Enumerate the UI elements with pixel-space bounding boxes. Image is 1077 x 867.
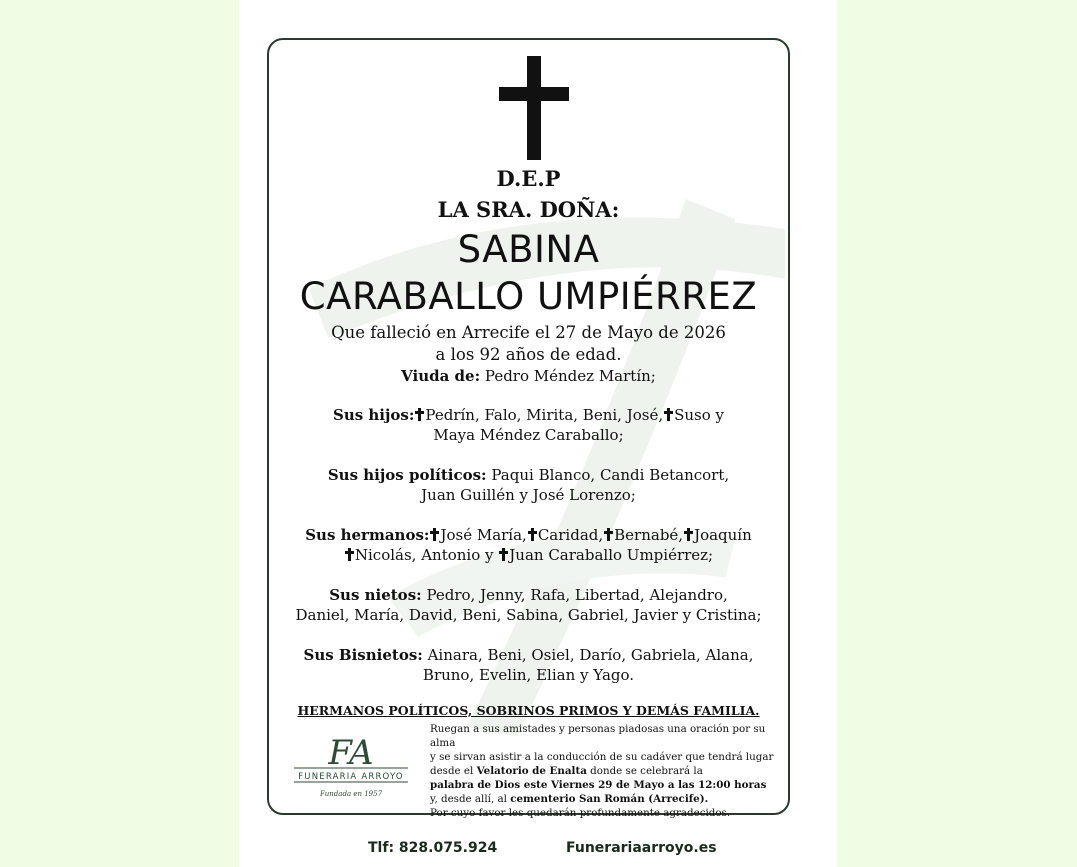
logo-founded: Fundada en 1957 [319, 790, 383, 798]
nietos-line2: Daniel, María, David, Beni, Sabina, Gabriel, Javier y Cristina; [295, 606, 762, 624]
hermanos-label: Sus hermanos: [305, 526, 430, 544]
ruegan-line: Ruegan a sus amistades y personas piadosas una oración por su alma [430, 723, 766, 749]
hermanos-b: Caridad, [537, 526, 604, 544]
footer-phone: Tlf: 828.075.924 [368, 840, 498, 856]
hijos-a: Pedrín, Falo, Mirita, Beni, José, [425, 406, 664, 424]
hijos-b: Suso y [674, 406, 725, 424]
cross-icon [664, 408, 673, 421]
hijos-line2: Maya Méndez Caraballo; [433, 426, 624, 444]
dep-heading: D.E.P [496, 166, 561, 191]
cross-icon [684, 528, 693, 541]
hermanos-a: José María, [440, 526, 527, 544]
hijos-block [269, 405, 788, 445]
bisnietos-line2: Bruno, Evelin, Elian y Yago. [422, 666, 635, 684]
bisnietos-label: Sus Bisnietos: [303, 646, 423, 664]
politicos-line1: Paqui Blanco, Candi Betancort, [491, 466, 730, 484]
hermanos-block [269, 525, 788, 565]
bisnietos-line1: Ainara, Beni, Osiel, Darío, Gabriela, Alana, [427, 646, 754, 664]
hermanos-f: Juan Caraballo Umpiérrez; [509, 546, 714, 564]
footer-website[interactable]: Funerariaarroyo.es [566, 840, 717, 856]
cross-icon [430, 528, 439, 541]
cross-icon [528, 528, 537, 541]
funeraria-logo [290, 730, 412, 802]
hermanos-d: Joaquín [694, 526, 752, 544]
cross-icon [499, 548, 508, 561]
nietos-block [269, 585, 788, 625]
cross-icon [604, 528, 613, 541]
viuda-value: Pedro Méndez Martín; [484, 367, 656, 385]
bisnietos-block [269, 645, 788, 685]
cemetery-name: cementerio San Román (Arrecife). [510, 793, 709, 805]
politicos-label: Sus hijos políticos: [327, 466, 487, 484]
familia-line: HERMANOS POLÍTICOS, SOBRINOS PRIMOS Y DEMÁS FAMILIA. [297, 703, 760, 718]
velatorio-name: Velatorio de Enalta [476, 765, 587, 777]
ruegan-line: Por cuyo favor les quedarán profundamente agradecidos. [430, 807, 731, 819]
ruegan-paragraph [430, 722, 782, 820]
hijos-label: Sus hijos: [332, 406, 415, 424]
title-heading: LA SRA. DOÑA: [437, 197, 620, 222]
ruegan-line: desde el Velatorio de Enalta donde se celebrará la [430, 765, 703, 777]
cross-icon [345, 548, 354, 561]
viuda-line [269, 366, 788, 386]
death-place-date: Que falleció en Arrecife el 27 de Mayo de 2026 [331, 323, 726, 342]
politicos-line2: Juan Guillén y José Lorenzo; [421, 486, 636, 504]
cross-icon [415, 408, 424, 421]
ruegan-line: y, desde allí, al cementerio San Román (Arrecife). [430, 793, 709, 805]
nietos-line1: Pedro, Jenny, Rafa, Libertad, Alejandro, [426, 586, 728, 604]
nietos-label: Sus nietos: [329, 586, 422, 604]
politicos-block [269, 465, 788, 505]
hermanos-e: Nicolás, Antonio y [354, 546, 494, 564]
logo-monogram: FA [328, 733, 374, 773]
ceremony-time: palabra de Dios este Viernes 29 de Mayo a las 12:00 horas [430, 779, 767, 791]
deceased-surnames: CARABALLO UMPIÉRREZ [299, 275, 758, 318]
deceased-first-name: SABINA [457, 228, 600, 271]
ruegan-line: y se sirvan asistir a la conducción de su cadáver que tendrá lugar [430, 751, 774, 763]
viuda-label: Viuda de: [401, 367, 481, 385]
cross-icon [499, 56, 569, 160]
death-age: a los 92 años de edad. [435, 345, 622, 364]
death-details [269, 322, 788, 366]
logo-brand: FUNERARIA ARROYO [298, 772, 404, 782]
hermanos-c: Bernabé, [614, 526, 684, 544]
